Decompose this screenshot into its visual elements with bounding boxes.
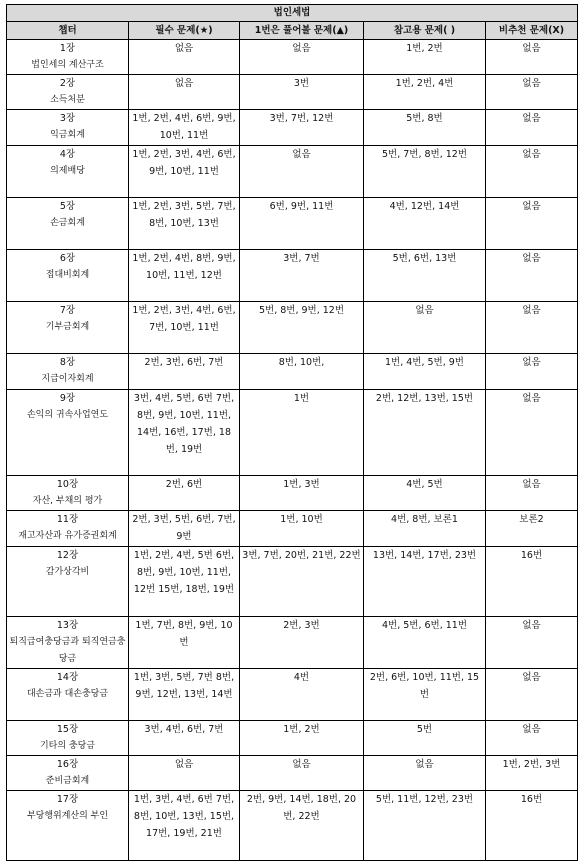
required-cell: 2번, 6번 xyxy=(129,476,240,511)
required-cell: 1번, 2번, 4번, 6번, 9번, 10번, 11번 xyxy=(129,110,240,146)
required-cell: 1번, 7번, 8번, 9번, 10번 xyxy=(129,617,240,669)
required-cell: 1번, 2번, 3번, 5번, 7번, 8번, 10번, 13번 xyxy=(129,198,240,250)
chapter-cell xyxy=(7,617,129,669)
chapter-number: 10장 xyxy=(56,479,79,490)
not-recommended-cell: 없음 xyxy=(486,354,578,390)
try-once-cell: 2번, 9번, 14번, 18번, 20번, 22번 xyxy=(240,791,364,861)
chapter-number: 11장 xyxy=(56,514,79,525)
required-cell: 1번, 2번, 3번, 4번, 6번, 7번, 10번, 11번 xyxy=(129,302,240,354)
table-row xyxy=(7,476,578,511)
chapter-cell xyxy=(7,791,129,861)
try-once-cell: 6번, 9번, 11번 xyxy=(240,198,364,250)
not-recommended-cell: 없음 xyxy=(486,40,578,75)
chapter-number: 6장 xyxy=(59,253,76,264)
chapter-name: 의제배당 xyxy=(50,166,85,176)
reference-cell: 없음 xyxy=(364,756,486,791)
try-once-cell: 2번, 3번 xyxy=(240,617,364,669)
chapter-cell xyxy=(7,547,129,617)
table-row xyxy=(7,390,578,476)
table-row xyxy=(7,40,578,75)
not-recommended-cell: 1번, 2번, 3번 xyxy=(486,756,578,791)
chapter-name: 준비금회계 xyxy=(45,776,90,786)
not-recommended-cell: 없음 xyxy=(486,669,578,721)
reference-cell: 5번, 11번, 12번, 23번 xyxy=(364,791,486,861)
required-cell: 1번, 3번, 4번, 6번 7번, 8번, 10번, 13번, 15번, 17번, 19번, 21번 xyxy=(129,791,240,861)
reference-cell: 5번 xyxy=(364,721,486,756)
required-cell: 2번, 3번, 6번, 7번 xyxy=(129,354,240,390)
table-row xyxy=(7,791,578,861)
try-once-cell: 3번, 7번, 12번 xyxy=(240,110,364,146)
reference-cell: 4번, 12번, 14번 xyxy=(364,198,486,250)
try-once-cell: 없음 xyxy=(240,146,364,198)
chapter-name: 접대비회계 xyxy=(45,270,90,280)
chapter-number: 8장 xyxy=(59,357,76,368)
chapter-number: 3장 xyxy=(59,113,76,124)
chapter-name: 감가상각비 xyxy=(45,567,90,577)
header-try-once: 1번은 풀어볼 문제(▲) xyxy=(240,22,364,40)
try-once-cell: 5번, 8번, 9번, 12번 xyxy=(240,302,364,354)
table-row xyxy=(7,669,578,721)
table-row xyxy=(7,511,578,547)
required-cell: 1번, 2번, 3번, 4번, 6번, 9번, 10번, 11번 xyxy=(129,146,240,198)
chapter-cell xyxy=(7,302,129,354)
chapter-cell xyxy=(7,110,129,146)
reference-cell: 5번, 8번 xyxy=(364,110,486,146)
header-chapter: 챕터 xyxy=(7,22,129,40)
chapter-name: 지급이자회계 xyxy=(41,374,94,384)
chapter-cell xyxy=(7,390,129,476)
table-row xyxy=(7,75,578,110)
chapter-number: 14장 xyxy=(56,672,79,683)
reference-cell: 1번, 2번 xyxy=(364,40,486,75)
not-recommended-cell: 없음 xyxy=(486,75,578,110)
chapter-name: 익금회계 xyxy=(50,130,85,140)
chapter-cell xyxy=(7,198,129,250)
required-cell: 없음 xyxy=(129,75,240,110)
chapter-number: 1장 xyxy=(59,43,76,54)
chapter-name: 대손금과 대손충당금 xyxy=(26,689,109,699)
not-recommended-cell: 없음 xyxy=(486,146,578,198)
reference-cell: 2번, 6번, 10번, 11번, 15번 xyxy=(364,669,486,721)
required-cell: 3번, 4번, 5번, 6번 7번, 8번, 9번, 10번, 11번, 14번, 16번, 17번, 18번, 19번 xyxy=(129,390,240,476)
try-once-cell: 8번, 10번, xyxy=(240,354,364,390)
header-not-recommended: 비추천 문제(X) xyxy=(486,22,578,40)
table-row xyxy=(7,547,578,617)
chapter-cell xyxy=(7,756,129,791)
study-plan-table xyxy=(6,4,578,861)
chapter-name: 부당행위계산의 부인 xyxy=(26,811,109,821)
chapter-name: 법인세의 계산구조 xyxy=(31,60,104,70)
table-row xyxy=(7,250,578,302)
reference-cell: 1번, 2번, 4번 xyxy=(364,75,486,110)
try-once-cell: 3번 xyxy=(240,75,364,110)
try-once-cell: 3번, 7번, 20번, 21번, 22번 xyxy=(240,547,364,617)
try-once-cell: 1번 xyxy=(240,390,364,476)
chapter-name: 소득처분 xyxy=(50,95,85,105)
table-row xyxy=(7,110,578,146)
not-recommended-cell: 없음 xyxy=(486,302,578,354)
chapter-number: 15장 xyxy=(56,724,79,735)
chapter-number: 16장 xyxy=(56,759,79,770)
reference-cell: 2번, 12번, 13번, 15번 xyxy=(364,390,486,476)
not-recommended-cell: 16번 xyxy=(486,791,578,861)
table-body xyxy=(7,40,578,861)
chapter-number: 12장 xyxy=(56,550,79,561)
chapter-number: 4장 xyxy=(59,149,76,160)
table-title: 법인세법 xyxy=(7,5,578,22)
reference-cell: 13번, 14번, 17번, 23번 xyxy=(364,547,486,617)
try-once-cell: 1번, 2번 xyxy=(240,721,364,756)
chapter-cell xyxy=(7,511,129,547)
chapter-number: 9장 xyxy=(59,393,76,404)
chapter-name: 손익의 귀속사업연도 xyxy=(26,410,109,420)
chapter-cell xyxy=(7,476,129,511)
chapter-cell xyxy=(7,75,129,110)
reference-cell: 5번, 6번, 13번 xyxy=(364,250,486,302)
chapter-name: 재고자산과 유가증권회계 xyxy=(18,531,117,541)
reference-cell: 5번, 7번, 8번, 12번 xyxy=(364,146,486,198)
try-once-cell: 4번 xyxy=(240,669,364,721)
try-once-cell: 3번, 7번 xyxy=(240,250,364,302)
chapter-number: 5장 xyxy=(59,201,76,212)
chapter-cell xyxy=(7,354,129,390)
chapter-name: 기타의 충당금 xyxy=(39,741,96,751)
required-cell: 3번, 4번, 6번, 7번 xyxy=(129,721,240,756)
header-reference: 참고용 문제( ) xyxy=(364,22,486,40)
required-cell: 1번, 2번, 4번, 8번, 9번, 10번, 11번, 12번 xyxy=(129,250,240,302)
try-once-cell: 없음 xyxy=(240,40,364,75)
header-required: 필수 문제(★) xyxy=(129,22,240,40)
not-recommended-cell: 없음 xyxy=(486,721,578,756)
table-row xyxy=(7,198,578,250)
reference-cell: 4번, 8번, 보론1 xyxy=(364,511,486,547)
not-recommended-cell: 없음 xyxy=(486,110,578,146)
table-row xyxy=(7,146,578,198)
chapter-name: 기부금회계 xyxy=(45,322,90,332)
chapter-number: 17장 xyxy=(56,794,79,805)
not-recommended-cell: 보론2 xyxy=(486,511,578,547)
table-row xyxy=(7,721,578,756)
chapter-number: 13장 xyxy=(56,620,79,631)
try-once-cell: 1번, 3번 xyxy=(240,476,364,511)
reference-cell: 4번, 5번, 6번, 11번 xyxy=(364,617,486,669)
try-once-cell: 없음 xyxy=(240,756,364,791)
not-recommended-cell: 없음 xyxy=(486,390,578,476)
table-row xyxy=(7,617,578,669)
not-recommended-cell: 없음 xyxy=(486,476,578,511)
required-cell: 1번, 3번, 5번, 7번 8번, 9번, 12번, 13번, 14번 xyxy=(129,669,240,721)
reference-cell: 4번, 5번 xyxy=(364,476,486,511)
table-row xyxy=(7,354,578,390)
chapter-name: 퇴직급여충당금과 퇴직연금충당금 xyxy=(9,637,126,664)
reference-cell: 없음 xyxy=(364,302,486,354)
required-cell: 없음 xyxy=(129,40,240,75)
chapter-cell xyxy=(7,669,129,721)
required-cell: 1번, 2번, 4번, 5번 6번, 8번, 9번, 10번, 11번, 12번 15번, 18번, 19번 xyxy=(129,547,240,617)
chapter-cell xyxy=(7,40,129,75)
required-cell: 없음 xyxy=(129,756,240,791)
required-cell: 2번, 3번, 5번, 6번, 7번, 9번 xyxy=(129,511,240,547)
table-row xyxy=(7,302,578,354)
chapter-number: 7장 xyxy=(59,305,76,316)
not-recommended-cell: 없음 xyxy=(486,198,578,250)
try-once-cell: 1번, 10번 xyxy=(240,511,364,547)
chapter-number: 2장 xyxy=(59,78,76,89)
chapter-name: 자산, 부채의 평가 xyxy=(32,496,103,506)
chapter-name: 손금회계 xyxy=(50,218,85,228)
chapter-cell xyxy=(7,146,129,198)
reference-cell: 1번, 4번, 5번, 9번 xyxy=(364,354,486,390)
not-recommended-cell: 없음 xyxy=(486,617,578,669)
table-row xyxy=(7,756,578,791)
chapter-cell xyxy=(7,721,129,756)
not-recommended-cell: 없음 xyxy=(486,250,578,302)
chapter-cell xyxy=(7,250,129,302)
not-recommended-cell: 16번 xyxy=(486,547,578,617)
